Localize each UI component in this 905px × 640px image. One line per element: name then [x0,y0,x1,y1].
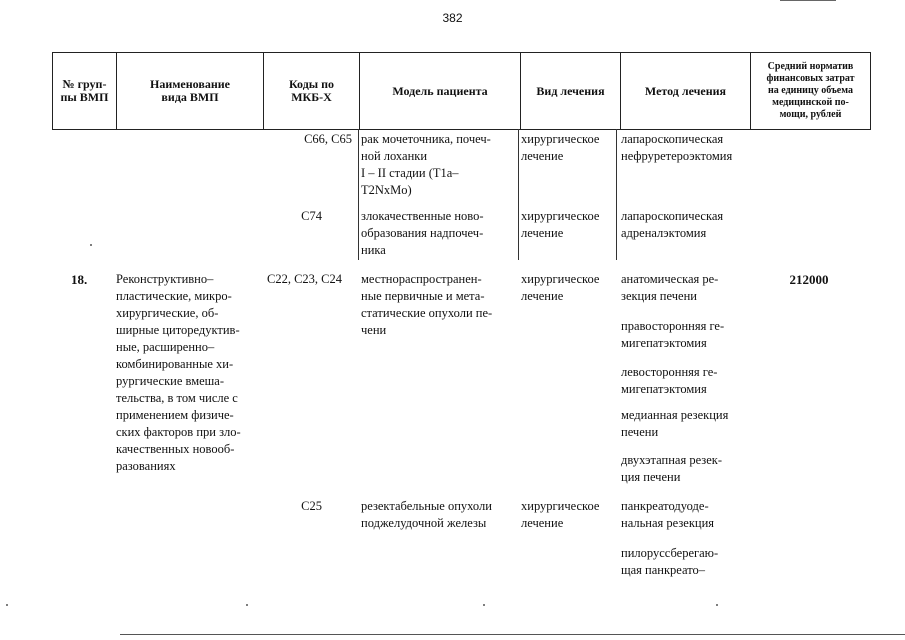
financial-norm: 212000 [789,272,829,287]
row2-model: злокачественные ново- образования надпочеч- ника [361,209,484,257]
group-number: 18. [71,272,88,287]
row4-kind: хирургическое лечение [521,499,600,530]
row3-kind: хирургическое лечение [521,272,600,303]
scan-speck [90,244,92,246]
row4-codes: C25 [301,499,322,513]
row3-method: анатомическая ре- зекция печени [621,272,719,303]
header-method: Метод лечения [621,53,751,130]
top-rule [780,0,836,1]
column-divider [358,129,359,260]
scan-speck [6,604,8,606]
row4-model: резектабельные опухоли поджелудочной железы [361,499,492,530]
row4-method: панкреатодуоде- нальная резекция [621,499,715,530]
header-model: Модель пациента [360,53,521,130]
row2-method: лапароскопическая адреналэктомия [621,209,724,240]
header-norm: Средний норматив финансовых затрат на единицу объема медицинской по- мощи, рублей [751,53,871,130]
scan-speck [483,604,485,606]
row3-codes: C22, C23, C24 [267,272,343,286]
row3-model: местнораспространен- ные первичные и мета- статические опухоли пе- чени [361,272,493,337]
row1-model: рак мочеточника, почеч- ной лоханки I – II стадии (T1a– T2NxMo) [361,132,491,197]
row3-method: правосторонняя ге- мигепатэктомия [621,319,725,350]
header-name: Наименование вида ВМП [117,53,264,130]
row4-method: пилоруссберегаю- щая панкреато– [621,546,719,577]
row2-codes: C74 [301,209,322,223]
row3-method: медианная резекция печени [621,408,729,439]
scan-speck [246,604,248,606]
treatment-name: Реконструктивно– пластические, микро- хирургические, об- ширные циторедуктив- ные, расширенно– комбинированные хи- рургические вмеша- тельства, в том числе с применением физиче- ских факторов при зло- качественных новооб- разованиях [116,272,241,473]
row2-kind: хирургическое лечение [521,209,600,240]
header-group: № груп- пы ВМП [53,53,117,130]
table-header [52,52,871,130]
header-kind: Вид лечения [521,53,621,130]
row1-codes: C66, C65 [304,132,352,146]
scan-speck [716,604,718,606]
row1-kind: хирургическое лечение [521,132,600,163]
page-number: 382 [442,11,463,25]
row1-method: лапароскопическая нефруретероэктомия [621,132,733,163]
header-codes: Коды по МКБ-Х [264,53,360,130]
row3-method: левосторонняя ге- мигепатэктомия [621,365,718,396]
bottom-rule [120,634,905,635]
column-divider [518,129,519,260]
row3-method: двухэтапная резек- ция печени [621,453,723,484]
